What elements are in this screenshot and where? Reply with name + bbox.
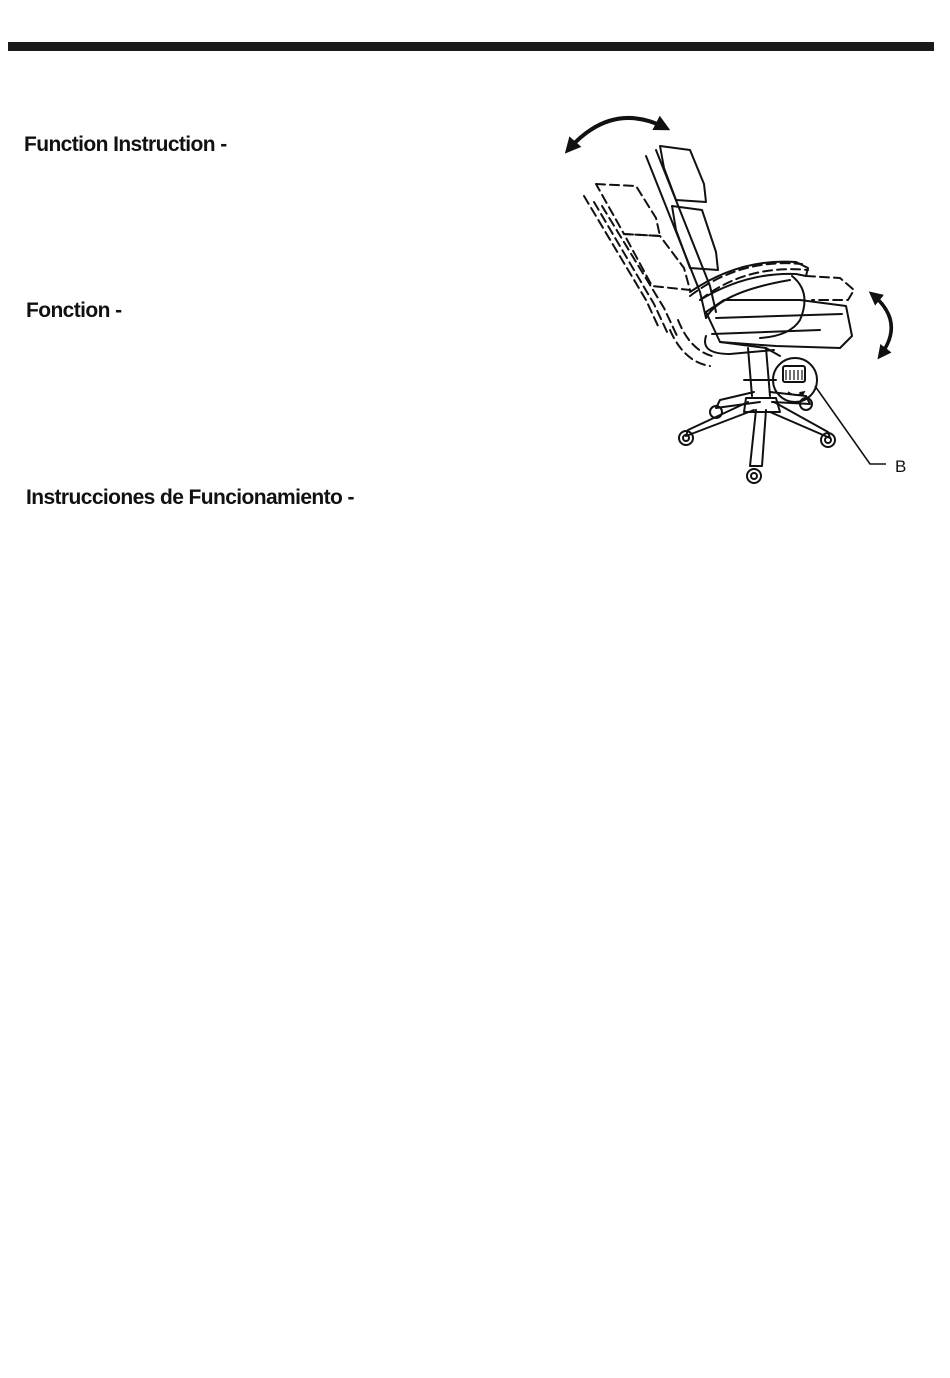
upright-chair-outline [646, 146, 852, 483]
heading-instrucciones: Instrucciones de Funcionamiento - [26, 486, 354, 509]
height-arrow-icon [872, 294, 891, 356]
chair-tilt-illustration [550, 100, 920, 500]
heading-function-instruction: Function Instruction - [24, 133, 227, 156]
top-rule [8, 42, 934, 51]
heading-fonction: Fonction - [26, 299, 122, 322]
callout-leader-line [815, 386, 886, 464]
callout-label-b: B [895, 457, 907, 476]
tension-knob-icon [773, 358, 817, 402]
recline-arrow-icon [568, 118, 666, 150]
